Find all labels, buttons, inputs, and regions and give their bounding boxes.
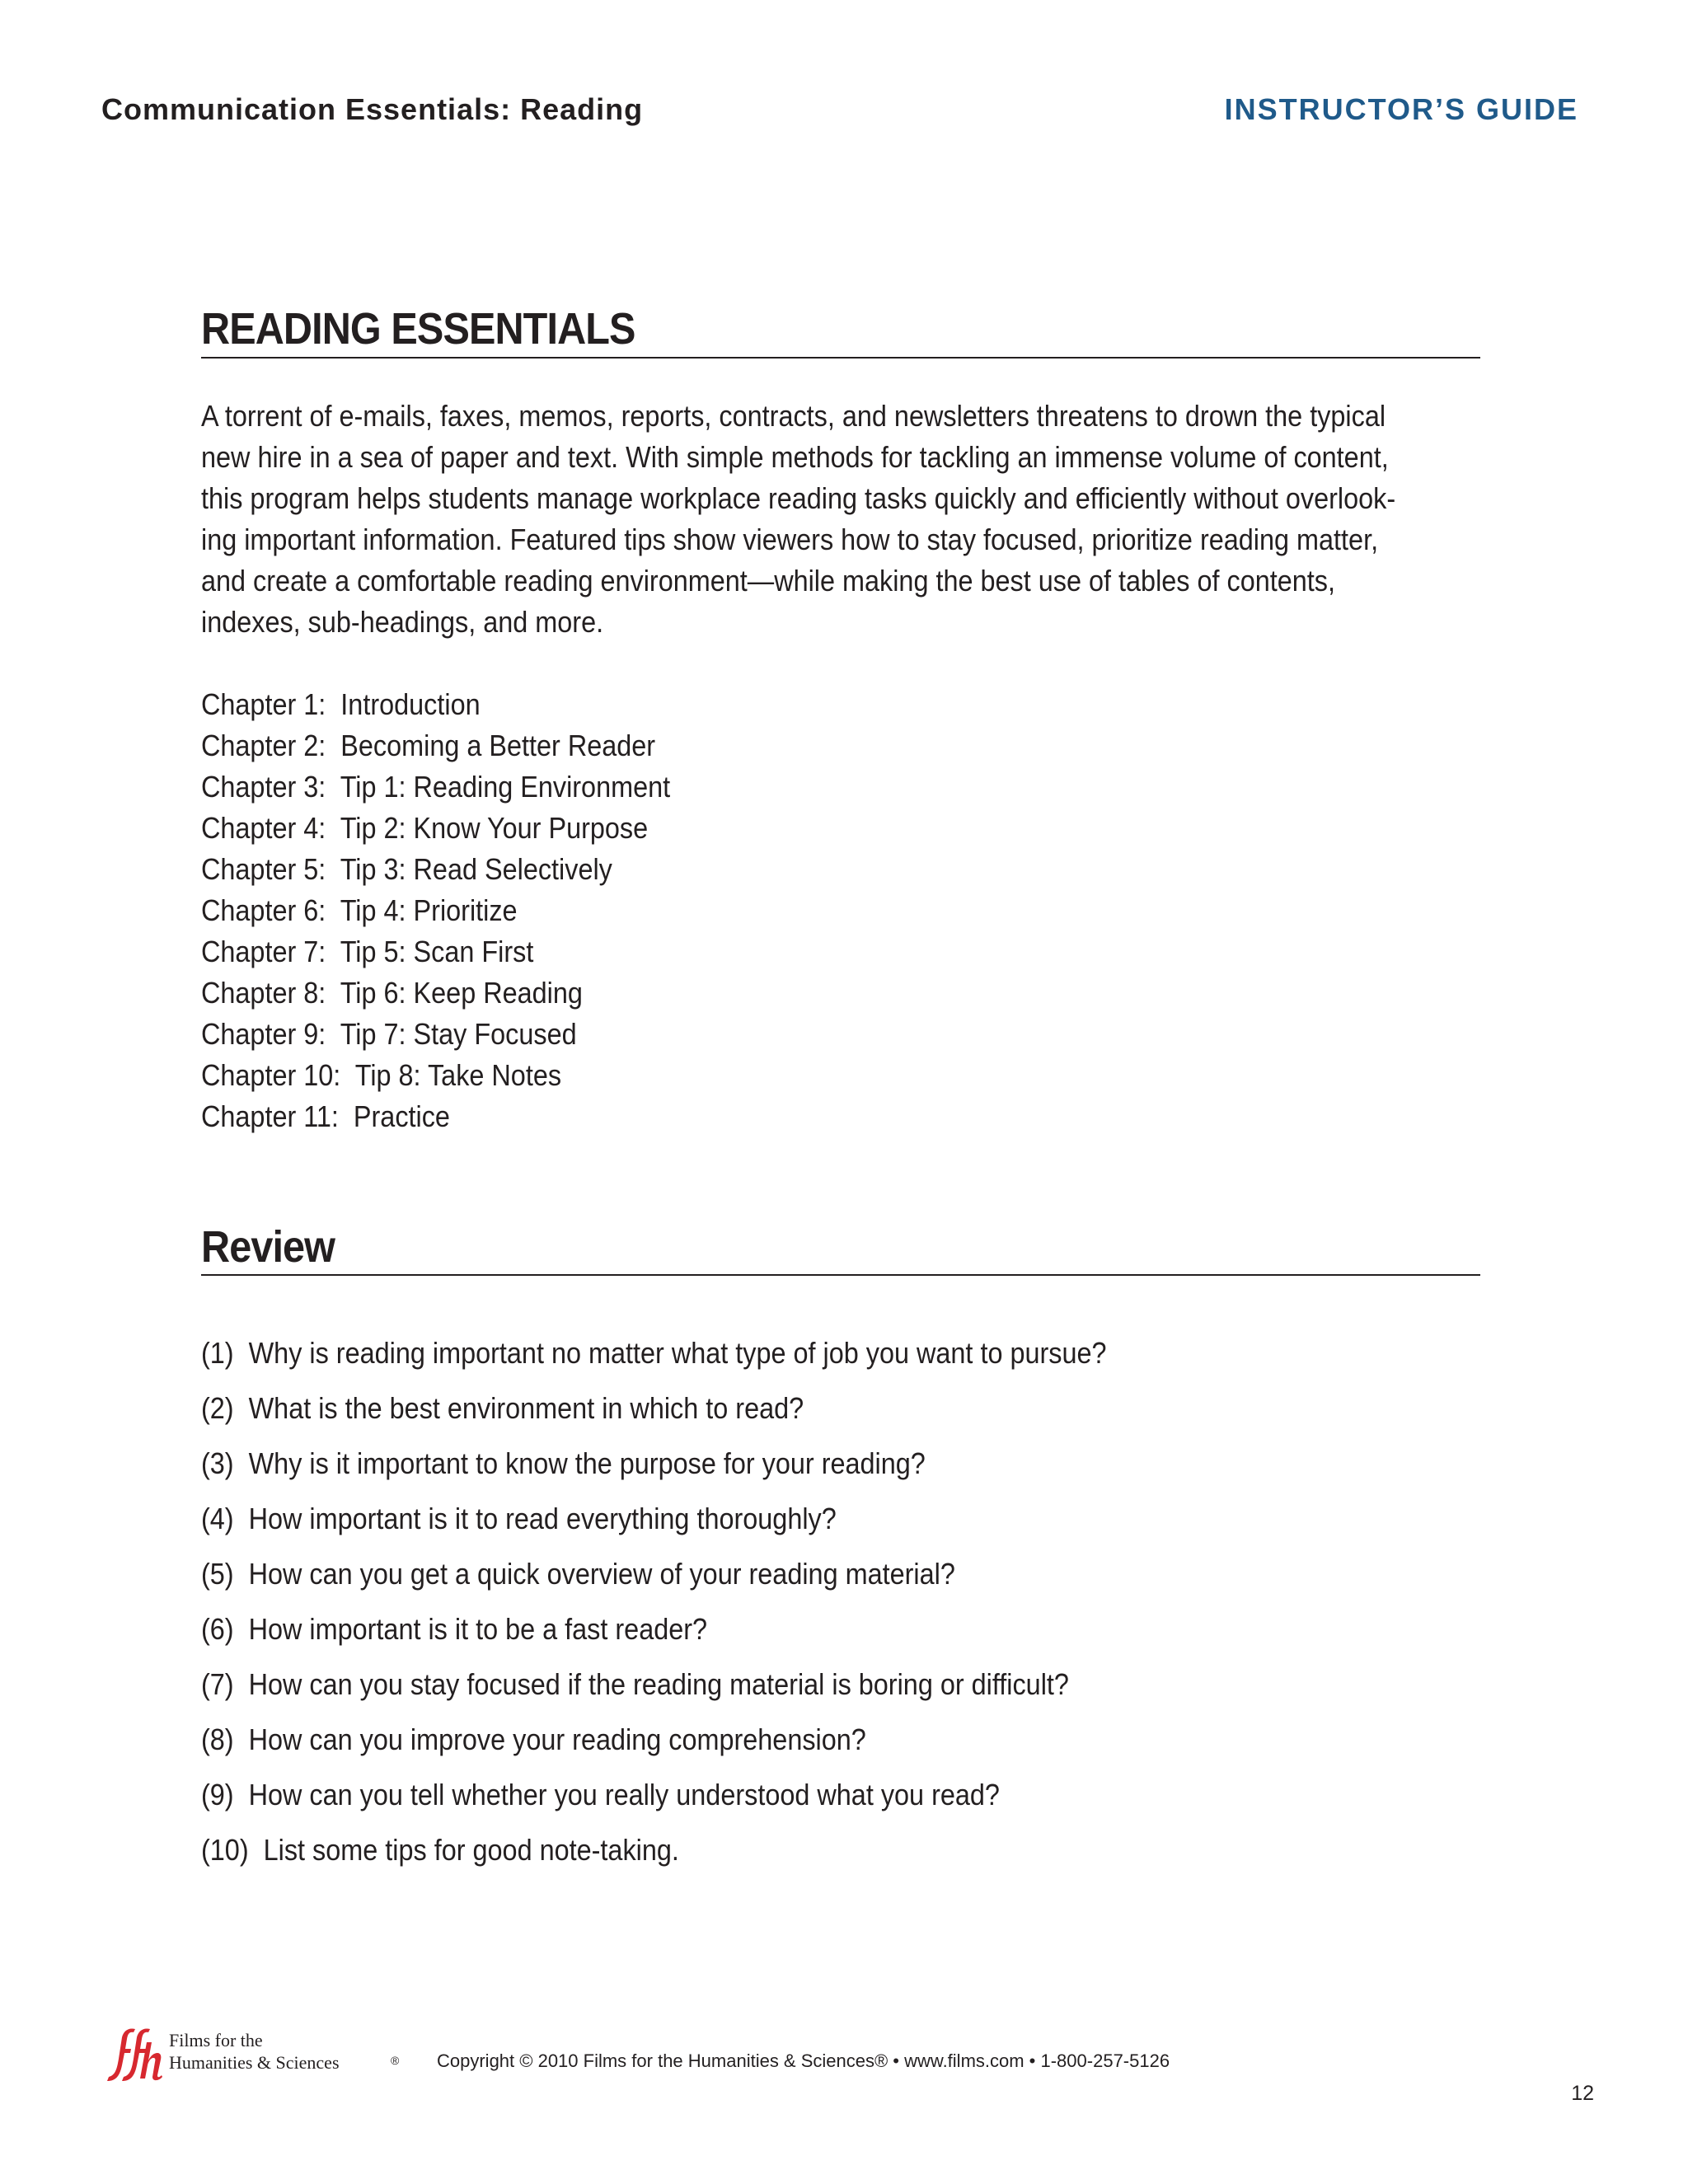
heading-rule	[201, 357, 1480, 359]
review-question: (7) How can you stay focused if the reading material is boring or difficult?	[201, 1667, 1069, 1701]
review-question: (8) How can you improve your reading comprehension?	[201, 1722, 866, 1756]
review-question: (9) How can you tell whether you really understood what you read?	[201, 1778, 1000, 1811]
intro-line: indexes, sub-headings, and more.	[201, 605, 604, 639]
intro-line: ing important information. Featured tips show viewers how to stay focused, prioritize reading matter,	[201, 523, 1379, 556]
registered-mark: ®	[391, 2054, 400, 2067]
document-title: Communication Essentials: Reading	[101, 92, 644, 126]
intro-paragraph	[201, 396, 1487, 643]
review-question: (4) How important is it to read everything thoroughly?	[201, 1502, 837, 1535]
review-question: (2) What is the best environment in which to read?	[201, 1391, 804, 1425]
chapter-item: Chapter 10: Tip 8: Take Notes	[201, 1058, 562, 1092]
review-question-list	[201, 1325, 1107, 1877]
page-number: 12	[1571, 2082, 1594, 2105]
chapter-item: Chapter 6: Tip 4: Prioritize	[201, 893, 518, 927]
review-heading: Review	[201, 1222, 335, 1272]
intro-line: this program helps students manage workplace reading tasks quickly and efficiently without overlook-	[201, 481, 1396, 515]
chapter-item: Chapter 9: Tip 7: Stay Focused	[201, 1017, 577, 1051]
chapter-item: Chapter 5: Tip 3: Read Selectively	[201, 852, 612, 886]
review-question: (3) Why is it important to know the purpose for your reading?	[201, 1446, 926, 1480]
logo-line-1: Films for the	[169, 2030, 263, 2050]
review-question: (10) List some tips for good note-taking.	[201, 1833, 679, 1867]
chapter-item: Chapter 2: Becoming a Better Reader	[201, 729, 656, 762]
reading-essentials-heading: READING ESSENTIALS	[201, 304, 635, 354]
chapter-item: Chapter 3: Tip 1: Reading Environment	[201, 770, 671, 804]
review-question: (6) How important is it to be a fast reader?	[201, 1612, 708, 1646]
guide-label: INSTRUCTOR’S GUIDE	[1224, 92, 1578, 126]
review-question: (1) Why is reading important no matter what type of job you want to pursue?	[201, 1336, 1107, 1370]
chapter-item: Chapter 4: Tip 2: Know Your Purpose	[201, 811, 649, 845]
intro-line: A torrent of e-mails, faxes, memos, reports, contracts, and newsletters threatens to drown the typical	[201, 399, 1386, 433]
review-question: (5) How can you get a quick overview of your reading material?	[201, 1557, 955, 1591]
chapter-item: Chapter 8: Tip 6: Keep Reading	[201, 976, 583, 1010]
logo-line-2: Humanities & Sciences	[169, 2052, 340, 2073]
copyright-notice: Copyright © 2010 Films for the Humanities & Sciences® • www.films.com • 1-800-257-5126	[437, 2050, 1170, 2071]
chapter-item: Chapter 7: Tip 5: Scan First	[201, 935, 534, 968]
ffh-logo-icon	[106, 2026, 163, 2082]
chapter-list	[201, 684, 670, 1137]
intro-line: new hire in a sea of paper and text. With simple methods for tackling an immense volume of content,	[201, 440, 1389, 474]
review-rule	[201, 1274, 1480, 1276]
logo-wordmark	[169, 2029, 340, 2074]
intro-line: and create a comfortable reading environment—while making the best use of tables of contents,	[201, 564, 1335, 598]
chapter-item: Chapter 1: Introduction	[201, 687, 481, 721]
chapter-item: Chapter 11: Practice	[201, 1099, 450, 1133]
